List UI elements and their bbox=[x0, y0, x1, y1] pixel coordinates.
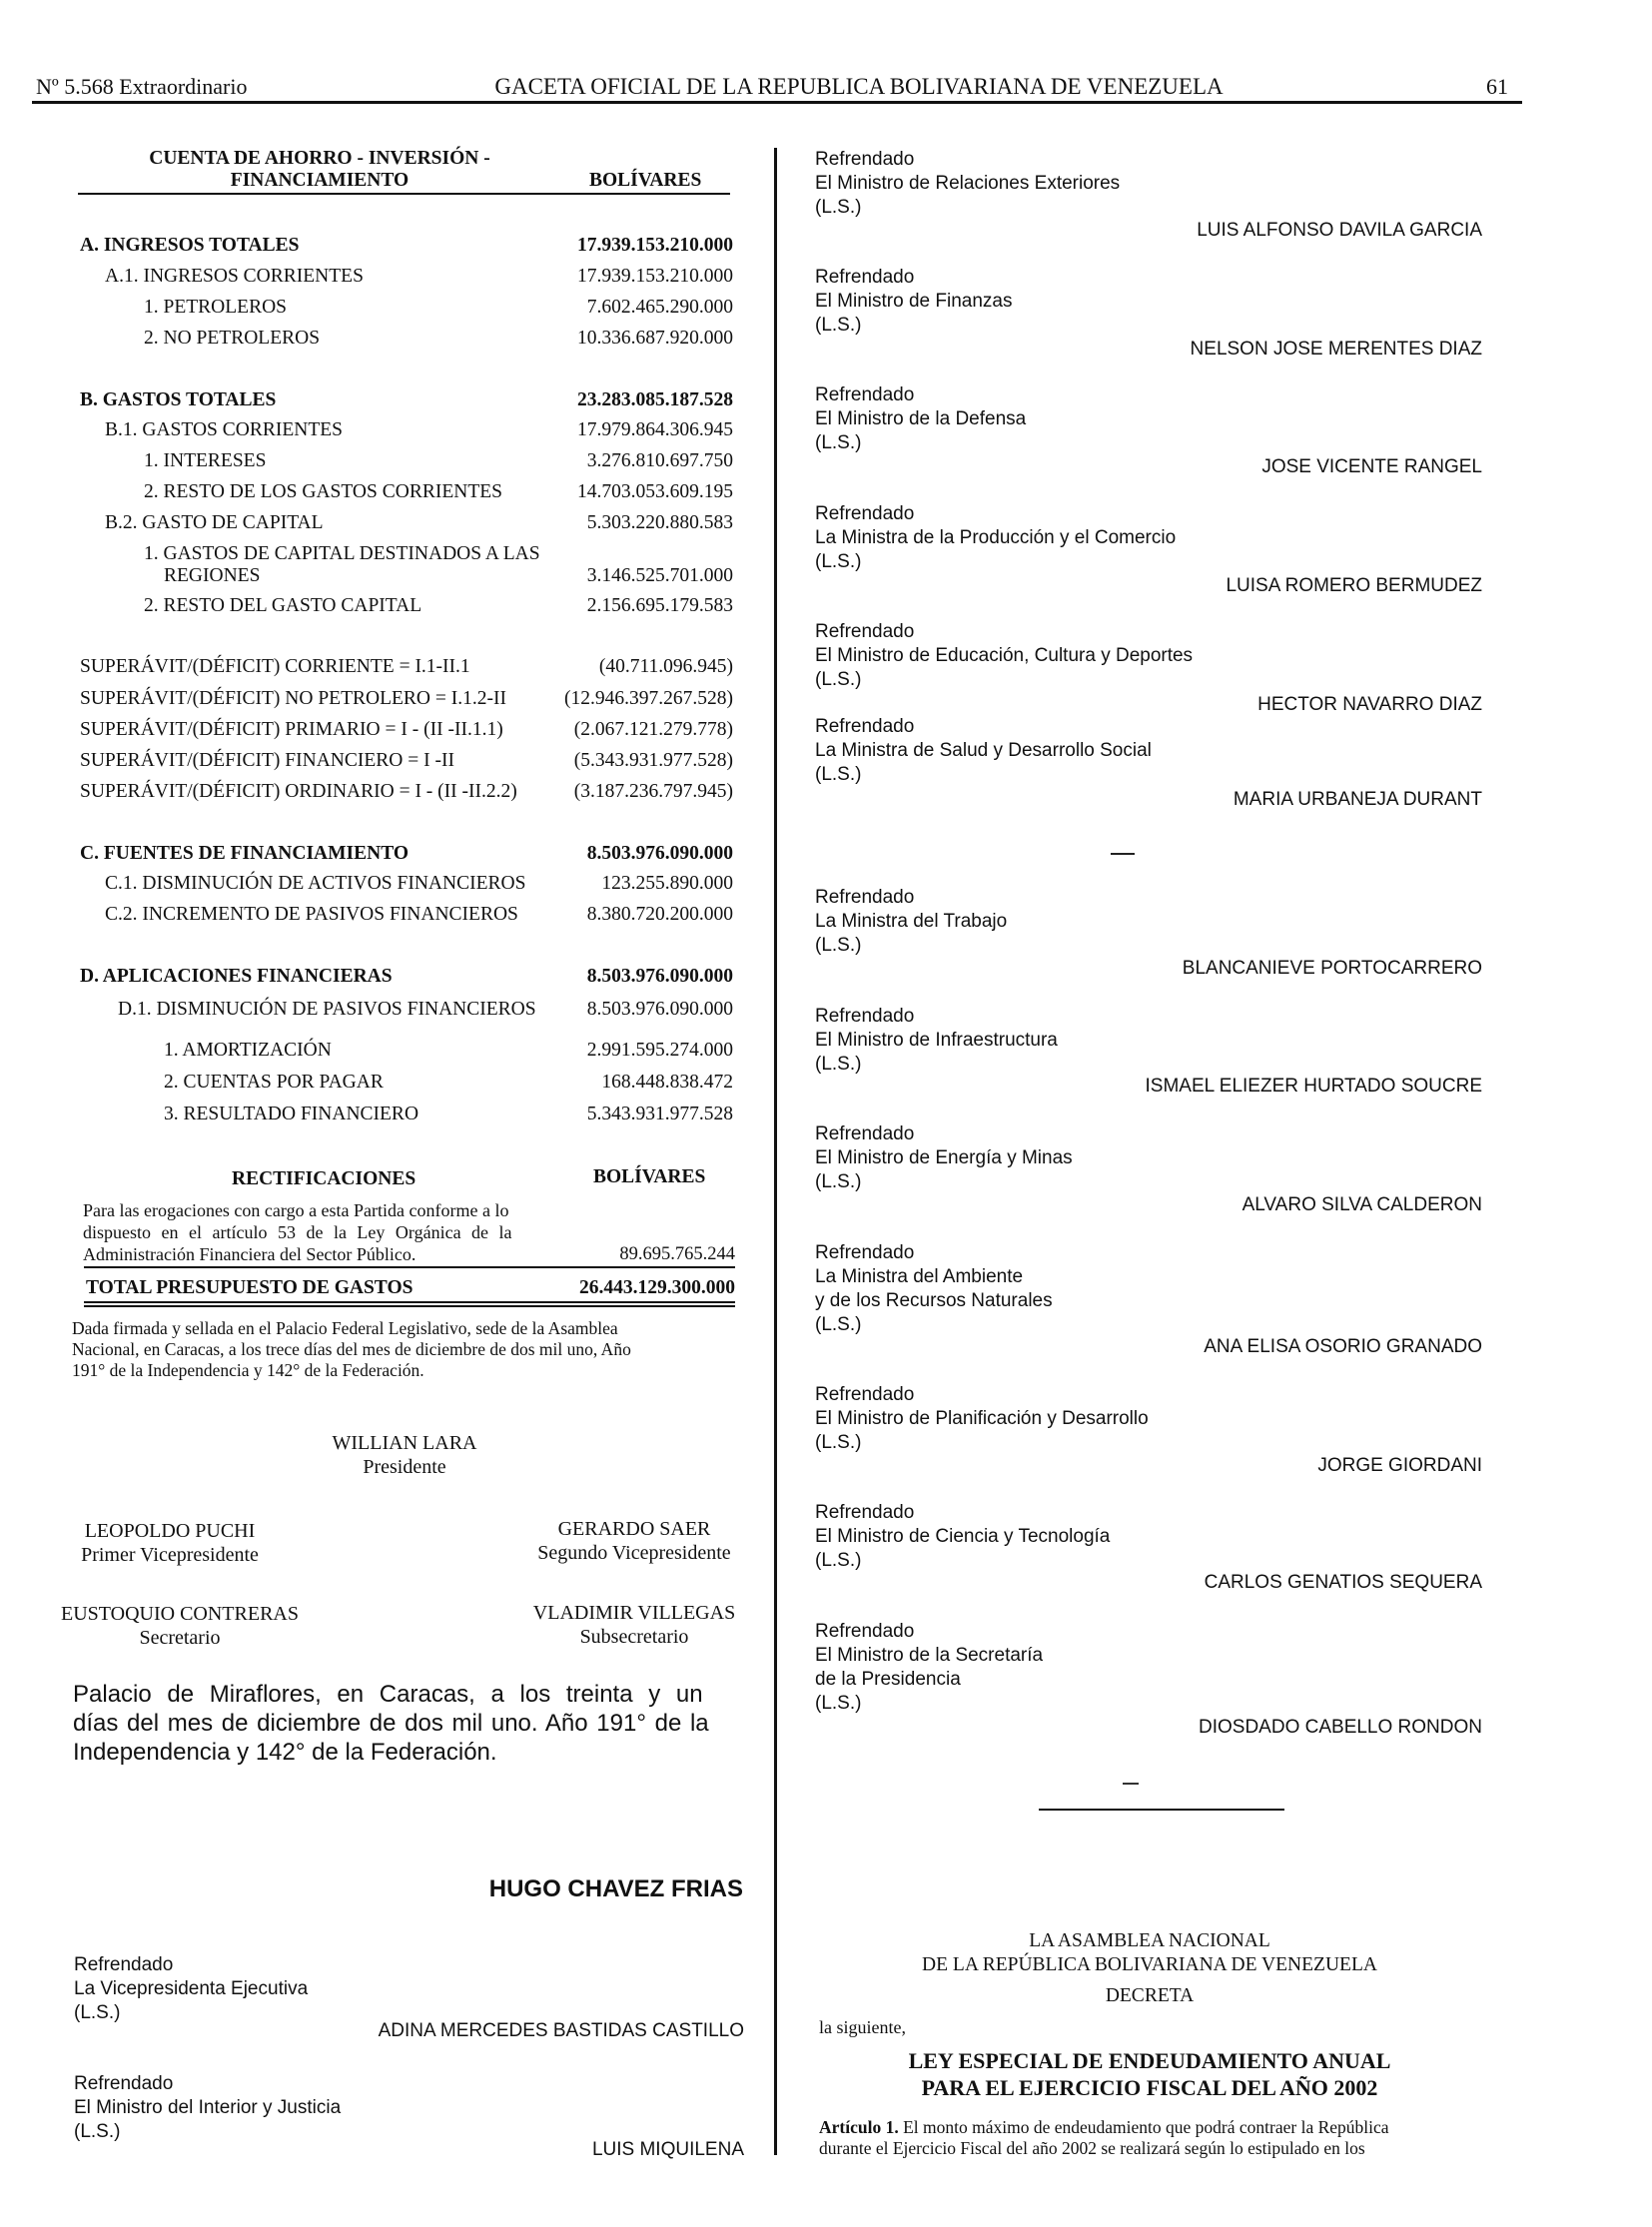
row-label: 1. PETROLEROS bbox=[144, 297, 288, 318]
refrendo-label: Refrendado bbox=[815, 1384, 915, 1405]
refrendo-label: Refrendado bbox=[74, 1954, 174, 1975]
row-label: 1. AMORTIZACIÓN bbox=[164, 1040, 332, 1061]
refrendo-office-line2: de la Presidencia bbox=[815, 1669, 961, 1690]
table-row bbox=[60, 996, 739, 1024]
refrendo-seal: (L.S.) bbox=[815, 935, 862, 956]
row-label: 3. RESULTADO FINANCIERO bbox=[164, 1104, 419, 1124]
refrendo-salud bbox=[815, 715, 1484, 787]
refrendo-seal: (L.S.) bbox=[815, 315, 862, 336]
refrendo-name: HECTOR NAVARRO DIAZ bbox=[1257, 694, 1482, 715]
signatory-title: Primer Vicepresidente bbox=[81, 1544, 259, 1566]
table-row bbox=[60, 509, 739, 537]
row-label: 1. GASTOS DE CAPITAL DESTINADOS A LAS bbox=[144, 543, 540, 564]
row-amount: 17.979.864.306.945 bbox=[577, 419, 733, 440]
table-row bbox=[60, 963, 739, 991]
signatory-title: Secretario bbox=[139, 1627, 221, 1649]
total-rule-1 bbox=[84, 1301, 735, 1303]
signatory-name: EUSTOQUIO CONTRERAS bbox=[61, 1603, 299, 1625]
table-row bbox=[60, 592, 739, 620]
miraflores-line3: Independencia y 142° de la Federación. bbox=[73, 1739, 497, 1766]
law-title-line2: PARA EL EJERCICIO FISCAL DEL AÑO 2002 bbox=[921, 2075, 1378, 2100]
assembly-heading-line2: DE LA REPÚBLICA BOLIVARIANA DE VENEZUELA bbox=[922, 1954, 1377, 1975]
row-label: SUPERÁVIT/(DÉFICIT) PRIMARIO = I - (II -II.1.1) bbox=[80, 719, 503, 740]
table-row bbox=[60, 1069, 739, 1097]
article-1-line1 bbox=[819, 2117, 1389, 2138]
refrendo-ciencia bbox=[815, 1501, 1484, 1573]
refrendo-seal: (L.S.) bbox=[815, 1054, 862, 1075]
refrendo-seal: (L.S.) bbox=[815, 764, 862, 785]
article-1-line2: durante el Ejercicio Fiscal del año 2002 se realizará según lo estipulado en los bbox=[819, 2138, 1365, 2158]
row-amount: 3.146.525.701.000 bbox=[586, 565, 733, 586]
row-label: SUPERÁVIT/(DÉFICIT) NO PETROLERO = I.1.2-II bbox=[80, 688, 506, 709]
table-row bbox=[60, 778, 739, 806]
refrendo-name: ALVARO SILVA CALDERON bbox=[1241, 1194, 1482, 1215]
row-label: 2. RESTO DE LOS GASTOS CORRIENTES bbox=[144, 481, 502, 502]
row-label: C.2. INCREMENTO DE PASIVOS FINANCIEROS bbox=[105, 904, 518, 925]
refrendo-ambiente bbox=[815, 1241, 1484, 1337]
law-intro: la siguiente, bbox=[819, 2017, 906, 2037]
refrendo-vicepresidenta bbox=[74, 1953, 753, 2025]
row-amount: 7.602.465.290.000 bbox=[586, 297, 733, 318]
table-row bbox=[60, 478, 739, 506]
table-row bbox=[60, 416, 739, 444]
refrendo-seal: (L.S.) bbox=[815, 197, 862, 218]
refrendo-seal: (L.S.) bbox=[815, 1314, 862, 1335]
signatory-name: WILLIAN LARA bbox=[332, 1432, 477, 1454]
refrendo-educacion bbox=[815, 620, 1484, 692]
row-label: SUPERÁVIT/(DÉFICIT) ORDINARIO = I - (II -II.2.2) bbox=[80, 781, 517, 802]
refrendo-office: La Ministra del Trabajo bbox=[815, 911, 1008, 932]
row-label: D. APLICACIONES FINANCIERAS bbox=[80, 966, 393, 987]
refrendo-label: Refrendado bbox=[815, 887, 915, 908]
row-amount: 10.336.687.920.000 bbox=[577, 328, 733, 349]
refrendo-infraestructura bbox=[815, 1005, 1484, 1077]
refrendo-office: La Ministra de Salud y Desarrollo Social bbox=[815, 740, 1152, 761]
miraflores-line1: Palacio de Miraflores, en Caracas, a los treinta y un bbox=[73, 1681, 703, 1708]
table-row bbox=[60, 263, 739, 291]
page-number: 61 bbox=[1486, 74, 1508, 99]
refrendo-finanzas bbox=[815, 266, 1484, 338]
refrendo-produccion bbox=[815, 502, 1484, 574]
refrendo-energia bbox=[815, 1122, 1484, 1194]
refrendo-office: El Ministro del Interior y Justicia bbox=[74, 2097, 342, 2118]
signature-president bbox=[255, 1431, 554, 1479]
refrendo-label: Refrendado bbox=[815, 267, 915, 288]
refrendo-label: Refrendado bbox=[815, 621, 915, 642]
refrendo-label: Refrendado bbox=[815, 1123, 915, 1144]
row-label: SUPERÁVIT/(DÉFICIT) FINANCIERO = I -II bbox=[80, 750, 454, 771]
refrendo-seal: (L.S.) bbox=[74, 2002, 121, 2023]
table-heading-line2: FINANCIAMIENTO bbox=[230, 170, 410, 191]
total-amount: 26.443.129.300.000 bbox=[579, 1277, 735, 1298]
row-amount: (2.067.121.279.778) bbox=[573, 719, 733, 740]
dada-line3: 191° de la Independencia y 142° de la Federación. bbox=[72, 1360, 424, 1380]
row-label: B.1. GASTOS CORRIENTES bbox=[105, 419, 344, 440]
refrendo-office: La Ministra del Ambiente bbox=[815, 1266, 1024, 1287]
row-amount: 123.255.890.000 bbox=[601, 873, 733, 894]
row-amount: (40.711.096.945) bbox=[598, 656, 733, 677]
row-amount: 168.448.838.472 bbox=[601, 1072, 733, 1093]
row-amount: 8.503.976.090.000 bbox=[586, 966, 733, 987]
head-of-state-name: HUGO CHAVEZ FRIAS bbox=[488, 1875, 743, 1902]
row-amount: 14.703.053.609.195 bbox=[577, 481, 733, 502]
row-label: REGIONES bbox=[164, 565, 261, 586]
row-label: C.1. DISMINUCIÓN DE ACTIVOS FINANCIEROS bbox=[105, 873, 526, 894]
refrendo-label: Refrendado bbox=[815, 1006, 915, 1027]
refrendo-name: BLANCANIEVE PORTOCARRERO bbox=[1182, 958, 1482, 979]
refrendo-name: NELSON JOSE MERENTES DIAZ bbox=[1190, 339, 1482, 360]
refrendo-office: El Ministro de Infraestructura bbox=[815, 1030, 1058, 1051]
row-amount: 23.283.085.187.528 bbox=[577, 389, 733, 410]
row-label: B. GASTOS TOTALES bbox=[80, 389, 277, 410]
table-heading-rule bbox=[78, 193, 730, 195]
signature-secretary bbox=[40, 1602, 320, 1650]
row-amount: (5.343.931.977.528) bbox=[573, 750, 733, 771]
refrendo-name: MARIA URBANEJA DURANT bbox=[1233, 789, 1482, 810]
article-label: Artículo 1. bbox=[819, 2117, 899, 2137]
refrendo-seal: (L.S.) bbox=[74, 2121, 121, 2142]
signature-subsecretary bbox=[494, 1601, 774, 1649]
gazette-title: GACETA OFICIAL DE LA REPUBLICA BOLIVARIANA DE VENEZUELA bbox=[494, 74, 1224, 99]
refrendo-label: Refrendado bbox=[815, 1242, 915, 1263]
rectificaciones-amount: 89.695.765.244 bbox=[619, 1244, 735, 1264]
signature-second-vp bbox=[499, 1517, 769, 1565]
refrendo-seal: (L.S.) bbox=[815, 669, 862, 690]
refrendo-seal: (L.S.) bbox=[815, 1550, 862, 1571]
rectificaciones-currency: BOLÍVARES bbox=[593, 1166, 706, 1187]
refrendo-name: JOSE VICENTE RANGEL bbox=[1261, 456, 1482, 477]
table-row bbox=[60, 1037, 739, 1065]
total-label: TOTAL PRESUPUESTO DE GASTOS bbox=[86, 1277, 413, 1298]
decorative-dash bbox=[1123, 1783, 1139, 1785]
issue-number: Nº 5.568 Extraordinario bbox=[36, 74, 248, 99]
table-row bbox=[60, 747, 739, 775]
refrendo-seal: (L.S.) bbox=[815, 1171, 862, 1192]
table-row bbox=[60, 716, 739, 744]
rectificaciones-text-line1: Para las erogaciones con cargo a esta Partida conforme a lo bbox=[83, 1200, 509, 1220]
row-amount: 5.343.931.977.528 bbox=[586, 1104, 733, 1124]
row-amount: 2.991.595.274.000 bbox=[586, 1040, 733, 1061]
signatory-name: VLADIMIR VILLEGAS bbox=[532, 1602, 736, 1624]
refrendo-name: ISMAEL ELIEZER HURTADO SOUCRE bbox=[1145, 1076, 1482, 1097]
decorative-dash bbox=[1111, 853, 1135, 855]
table-heading-line1: CUENTA DE AHORRO - INVERSIÓN - bbox=[149, 148, 490, 169]
row-label: A. INGRESOS TOTALES bbox=[80, 235, 300, 256]
miraflores-line2: días del mes de diciembre de dos mil uno. Año 191° de la bbox=[73, 1710, 709, 1737]
refrendo-label: Refrendado bbox=[815, 1502, 915, 1523]
refrendo-seal: (L.S.) bbox=[815, 1693, 862, 1714]
row-label: 2. NO PETROLEROS bbox=[144, 328, 321, 349]
row-label: D.1. DISMINUCIÓN DE PASIVOS FINANCIEROS bbox=[118, 999, 536, 1020]
refrendo-office: El Ministro de Energía y Minas bbox=[815, 1147, 1073, 1168]
row-amount: 8.503.976.090.000 bbox=[586, 843, 733, 864]
refrendo-planificacion bbox=[815, 1383, 1484, 1455]
row-amount: 8.380.720.200.000 bbox=[586, 904, 733, 925]
table-row bbox=[60, 294, 739, 322]
refrendo-office: La Ministra de la Producción y el Comercio bbox=[815, 527, 1177, 548]
row-amount: 2.156.695.179.583 bbox=[586, 595, 733, 616]
table-row bbox=[60, 901, 739, 929]
refrendo-trabajo bbox=[815, 886, 1484, 958]
refrendo-name: LUIS ALFONSO DAVILA GARCIA bbox=[1197, 220, 1482, 241]
refrendo-label: Refrendado bbox=[815, 149, 915, 170]
signatory-name: LEOPOLDO PUCHI bbox=[84, 1520, 256, 1542]
decreta-heading: DECRETA bbox=[1105, 1985, 1195, 2006]
row-label: C. FUENTES DE FINANCIAMIENTO bbox=[80, 843, 410, 864]
table-row bbox=[60, 840, 739, 868]
row-label: 2. CUENTAS POR PAGAR bbox=[164, 1072, 384, 1093]
refrendo-office: La Vicepresidenta Ejecutiva bbox=[74, 1978, 309, 1999]
refrendo-office: El Ministro de la Defensa bbox=[815, 408, 1027, 429]
refrendo-seal: (L.S.) bbox=[815, 1432, 862, 1453]
rectificaciones-rule bbox=[84, 1266, 735, 1268]
refrendo-name: JORGE GIORDANI bbox=[1317, 1455, 1482, 1476]
refrendo-label: Refrendado bbox=[815, 1621, 915, 1642]
refrendo-office: El Ministro de Ciencia y Tecnología bbox=[815, 1526, 1111, 1547]
row-amount: 8.503.976.090.000 bbox=[586, 999, 733, 1020]
header-rule bbox=[32, 101, 1522, 104]
table-row bbox=[60, 1101, 739, 1128]
table-currency-heading: BOLÍVARES bbox=[589, 170, 702, 191]
table-row bbox=[60, 562, 739, 590]
signatory-title: Segundo Vicepresidente bbox=[537, 1542, 731, 1564]
article-text: El monto máximo de endeudamiento que podrá contraer la República bbox=[903, 2117, 1389, 2137]
refrendo-name: ANA ELISA OSORIO GRANADO bbox=[1204, 1336, 1482, 1357]
row-label: 2. RESTO DEL GASTO CAPITAL bbox=[144, 595, 422, 616]
row-label: B.2. GASTO DE CAPITAL bbox=[105, 512, 324, 533]
refrendo-label: Refrendado bbox=[815, 384, 915, 405]
signatory-title: Presidente bbox=[363, 1456, 446, 1478]
refrendo-interior bbox=[74, 2072, 753, 2144]
refrendo-name: LUISA ROMERO BERMUDEZ bbox=[1226, 575, 1482, 596]
refrendo-relaciones-exteriores bbox=[815, 148, 1484, 220]
row-amount: 3.276.810.697.750 bbox=[586, 450, 733, 471]
refrendo-seal: (L.S.) bbox=[815, 551, 862, 572]
refrendo-label: Refrendado bbox=[74, 2073, 174, 2094]
table-row bbox=[60, 685, 739, 713]
row-amount: (12.946.397.267.528) bbox=[564, 688, 733, 709]
table-row bbox=[60, 232, 739, 260]
refrendo-office: El Ministro de Relaciones Exteriores bbox=[815, 173, 1121, 194]
dada-line2: Nacional, en Caracas, a los trece días del mes de diciembre de dos mil uno, Año bbox=[72, 1339, 631, 1359]
refrendo-name: LUIS MIQUILENA bbox=[591, 2139, 744, 2160]
row-amount: 17.939.153.210.000 bbox=[577, 266, 733, 287]
refrendo-name: CARLOS GENATIOS SEQUERA bbox=[1204, 1572, 1482, 1593]
row-label: 1. INTERESES bbox=[144, 450, 267, 471]
refrendo-label: Refrendado bbox=[815, 716, 915, 737]
row-amount: (3.187.236.797.945) bbox=[573, 781, 733, 802]
table-row bbox=[60, 653, 739, 681]
refrendo-office: El Ministro de Educación, Cultura y Deportes bbox=[815, 645, 1194, 666]
rectificaciones-text-line3: Administración Financiera del Sector Público. bbox=[83, 1244, 416, 1264]
row-label: A.1. INGRESOS CORRIENTES bbox=[105, 266, 364, 287]
rectificaciones-text-line2: dispuesto en el artículo 53 de la Ley Orgánica de la bbox=[83, 1222, 512, 1242]
assembly-heading-line1: LA ASAMBLEA NACIONAL bbox=[1029, 1930, 1270, 1951]
signatory-name: GERARDO SAER bbox=[557, 1518, 711, 1540]
refrendo-office: El Ministro de Finanzas bbox=[815, 291, 1013, 312]
table-row bbox=[60, 870, 739, 898]
row-amount: 17.939.153.210.000 bbox=[577, 235, 733, 256]
refrendo-office-line2: y de los Recursos Naturales bbox=[815, 1290, 1053, 1311]
refrendo-name: ADINA MERCEDES BASTIDAS CASTILLO bbox=[378, 2020, 744, 2041]
table-row bbox=[60, 447, 739, 475]
section-separator-rule bbox=[1039, 1809, 1284, 1811]
refrendo-defensa bbox=[815, 383, 1484, 455]
row-label: SUPERÁVIT/(DÉFICIT) CORRIENTE = I.1-II.1 bbox=[80, 656, 470, 677]
refrendo-label: Refrendado bbox=[815, 503, 915, 524]
rectificaciones-heading: RECTIFICACIONES bbox=[232, 1168, 416, 1189]
row-amount: 5.303.220.880.583 bbox=[586, 512, 733, 533]
refrendo-office: El Ministro de Planificación y Desarrollo bbox=[815, 1408, 1149, 1429]
refrendo-name: DIOSDADO CABELLO RONDON bbox=[1199, 1717, 1482, 1738]
law-title-line1: LEY ESPECIAL DE ENDEUDAMIENTO ANUAL bbox=[908, 2048, 1391, 2073]
dada-line1: Dada firmada y sellada en el Palacio Federal Legislativo, sede de la Asamblea bbox=[72, 1318, 618, 1338]
signature-first-vp bbox=[40, 1519, 300, 1567]
refrendo-secretaria bbox=[815, 1620, 1484, 1716]
column-divider bbox=[774, 148, 777, 2155]
total-rule-2 bbox=[84, 1305, 735, 1307]
refrendo-office: El Ministro de la Secretaría bbox=[815, 1645, 1044, 1666]
table-row bbox=[60, 325, 739, 353]
table-row bbox=[60, 386, 739, 414]
refrendo-seal: (L.S.) bbox=[815, 432, 862, 453]
signatory-title: Subsecretario bbox=[579, 1626, 689, 1648]
